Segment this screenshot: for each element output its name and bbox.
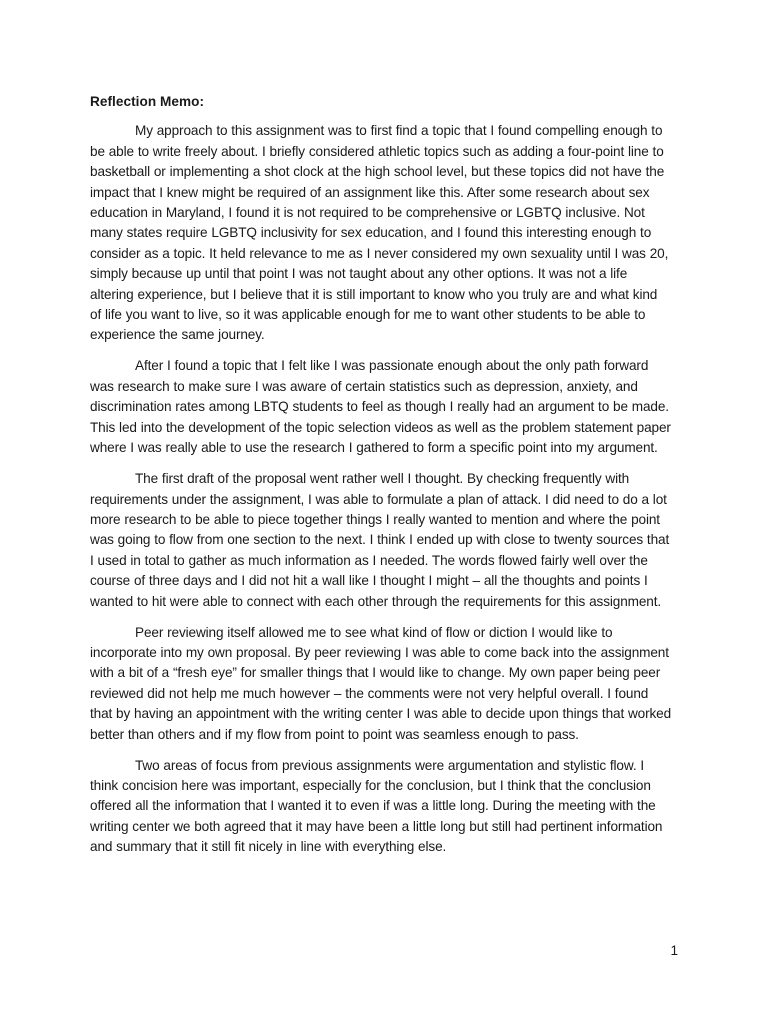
memo-heading: Reflection Memo:: [90, 94, 205, 109]
paragraph-research: After I found a topic that I felt like I was passionate enough about the only path forward was research to make sure I was aware of certain statistics such as depression, anxiety, and discrimination rates among LBTQ students to feel as though I really had an argument to be made. This led into the development of the topic selection videos as well as the problem statement paper where I was really able to use the research I gathered to form a specific point into my argument.: [90, 358, 671, 456]
paragraph-peer-review: Peer reviewing itself allowed me to see what kind of flow or diction I would like to incorporate into my own proposal. By peer reviewing I was able to come back into the assignment with a bit of a “fresh eye” for smaller things that I would like to change. My own paper being peer reviewed did not help me much however – the comments were not very helpful overall. I found that by having an appointment with the writing center I was able to decide upon things that worked better than others and if my flow from point to point was seamless enough to pass.: [90, 624, 672, 742]
document-body: [90, 92, 672, 868]
paragraph-first-draft: The first draft of the proposal went rather well I thought. By checking frequently with requirements under the assignment, I was able to formulate a plan of attack. I did need to do a lot more research to be able to piece together things I really wanted to mention and where the point was going to flow from one section to the next. I think I ended up with close to twenty sources that I used in total to gather as much information as I needed. The words flowed fairly well over the course of three days and I did not hit a wall like I thought I might – all the thoughts and points I wanted to hit were able to connect with each other through the requirements for this assignment.: [90, 471, 670, 609]
paragraph-areas-of-focus: Two areas of focus from previous assignments were argumentation and stylistic flow. I think concision here was important, especially for the conclusion, but I think that the conclusion offered all the information that I wanted it to even if was a little long. During the meeting with the writing center we both agreed that it may have been a little long but still had pertinent information and summary that it still fit nicely in line with everything else.: [90, 757, 663, 855]
page-number: 1: [670, 943, 678, 958]
paragraph-approach: My approach to this assignment was to first find a topic that I found compelling enough to be able to write freely about. I briefly considered athletic topics such as adding a four-point line to basketball or implementing a shot clock at the high school level, but these topics did not have the impact that I knew might be required of an assignment like this. After some research about sex education in Maryland, I found it is not required to be comprehensive or LGBTQ inclusive. Not many states require LGBTQ inclusivity for sex education, and I found this interesting enough to consider as a topic. It held relevance to me as I never considered my own sexuality until I was 20, simply because up until that point I was not taught about any other options. It was not a life altering experience, but I believe that it is still important to know who you truly are and what kind of life you want to live, so it was applicable enough for me to want other students to be able to experience the same journey.: [90, 123, 669, 343]
